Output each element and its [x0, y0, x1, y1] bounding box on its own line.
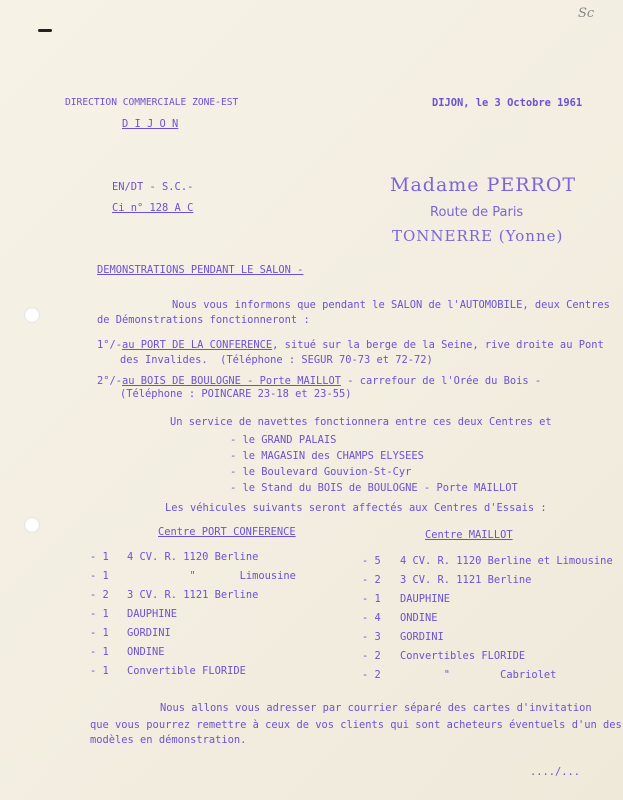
punch-hole	[24, 307, 40, 323]
vehicle-model: ONDINE	[127, 646, 165, 658]
vehicle-model: 3 CV. R. 1121 Berline	[127, 589, 259, 601]
center-number: 2°/-	[97, 375, 123, 387]
vehicle-model: 4 CV. R. 1120 Berline	[127, 551, 259, 563]
ink-mark	[38, 29, 52, 32]
vehicle-quantity: - 1	[90, 627, 109, 639]
closing-line: que vous pourrez remettre à ceux de vos clients qui sont acheteurs éventuels d'un des	[90, 719, 622, 731]
vehicle-model: Convertibles FLORIDE	[400, 650, 526, 662]
vehicle-model: GORDINI	[400, 631, 444, 643]
reference-initials: EN/DT - S.C.-	[112, 181, 194, 193]
continued-marker: ..../...	[530, 766, 581, 778]
center-item-1	[97, 340, 604, 350]
center-item-2	[97, 376, 541, 386]
vehicle-quantity: - 2	[362, 669, 381, 681]
center-place: au PORT DE LA CONFERENCE	[122, 339, 273, 351]
center-detail: , situé sur la berge de la Seine, rive droite au Pont	[272, 339, 604, 351]
center-number: 1°/-	[97, 339, 123, 351]
shuttle-stop: - le GRAND PALAIS	[230, 434, 337, 446]
shuttle-stop: - le Boulevard Gouvion-St-Cyr	[230, 466, 412, 478]
punch-hole	[24, 517, 40, 533]
left-center-title: Centre PORT CONFERENCE	[158, 526, 296, 538]
recipient-city: TONNERRE (Yonne)	[392, 227, 564, 245]
center-detail: - carrefour de l'Orée du Bois -	[340, 375, 542, 387]
vehicle-model: ONDINE	[400, 612, 438, 624]
center-detail-line: des Invalides. (Téléphone : SEGUR 70-73 et 72-72)	[120, 354, 433, 366]
vehicle-model: GORDINI	[127, 627, 171, 639]
vehicle-model: 3 CV. R. 1121 Berline	[400, 574, 532, 586]
intro-line: de Démonstrations fonctionneront :	[97, 314, 310, 326]
vehicle-model: Convertible FLORIDE	[127, 665, 246, 677]
closing-line: Nous allons vous adresser par courrier séparé des cartes d'invitation	[160, 702, 592, 714]
vehicle-quantity: - 1	[90, 646, 109, 658]
corner-note: Sc	[578, 6, 595, 21]
subject: DEMONSTRATIONS PENDANT LE SALON -	[97, 264, 304, 276]
vehicle-model: DAUPHINE	[400, 593, 451, 605]
vehicle-quantity: - 1	[90, 551, 109, 563]
date: DIJON, le 3 Octobre 1961	[432, 97, 583, 109]
right-center-title: Centre MAILLOT	[425, 529, 513, 541]
shuttle-stop: - le Stand du BOIS de BOULOGNE - Porte MAILLOT	[230, 482, 518, 494]
vehicle-model: 4 CV. R. 1120 Berline et Limousine	[400, 555, 613, 567]
vehicle-quantity: - 5	[362, 555, 381, 567]
vehicle-quantity: - 1	[90, 665, 109, 677]
vehicle-quantity: - 2	[362, 574, 381, 586]
shuttle-stop: - le MAGASIN des CHAMPS ELYSEES	[230, 450, 424, 462]
vehicle-model: " Cabriolet	[400, 669, 557, 681]
closing-line: modèles en démonstration.	[90, 734, 247, 746]
vehicles-intro: Les véhicules suivants seront affectés aux Centres d'Essais :	[165, 502, 547, 514]
vehicle-quantity: - 4	[362, 612, 381, 624]
circular-number: Ci n° 128 A C	[112, 202, 194, 214]
center-place: au BOIS DE BOULOGNE - Porte MAILLOT	[122, 375, 341, 387]
recipient-name: Madame PERROT	[390, 174, 577, 196]
center-detail-line: (Téléphone : POINCARE 23-18 et 23-55)	[120, 388, 352, 400]
vehicle-quantity: - 2	[362, 650, 381, 662]
vehicle-quantity: - 1	[90, 570, 109, 582]
vehicle-model: " Limousine	[127, 570, 296, 582]
vehicle-model: DAUPHINE	[127, 608, 178, 620]
vehicle-quantity: - 1	[90, 608, 109, 620]
city-heading: D I J O N	[122, 118, 179, 130]
shuttle-intro: Un service de navettes fonctionnera entre ces deux Centres et	[170, 416, 552, 428]
intro-line: Nous vous informons que pendant le SALON de l'AUTOMOBILE, deux Centres	[172, 299, 610, 311]
department: DIRECTION COMMERCIALE ZONE-EST	[65, 97, 239, 108]
vehicle-quantity: - 2	[90, 589, 109, 601]
recipient-street: Route de Paris	[430, 205, 524, 220]
vehicle-quantity: - 3	[362, 631, 381, 643]
vehicle-quantity: - 1	[362, 593, 381, 605]
